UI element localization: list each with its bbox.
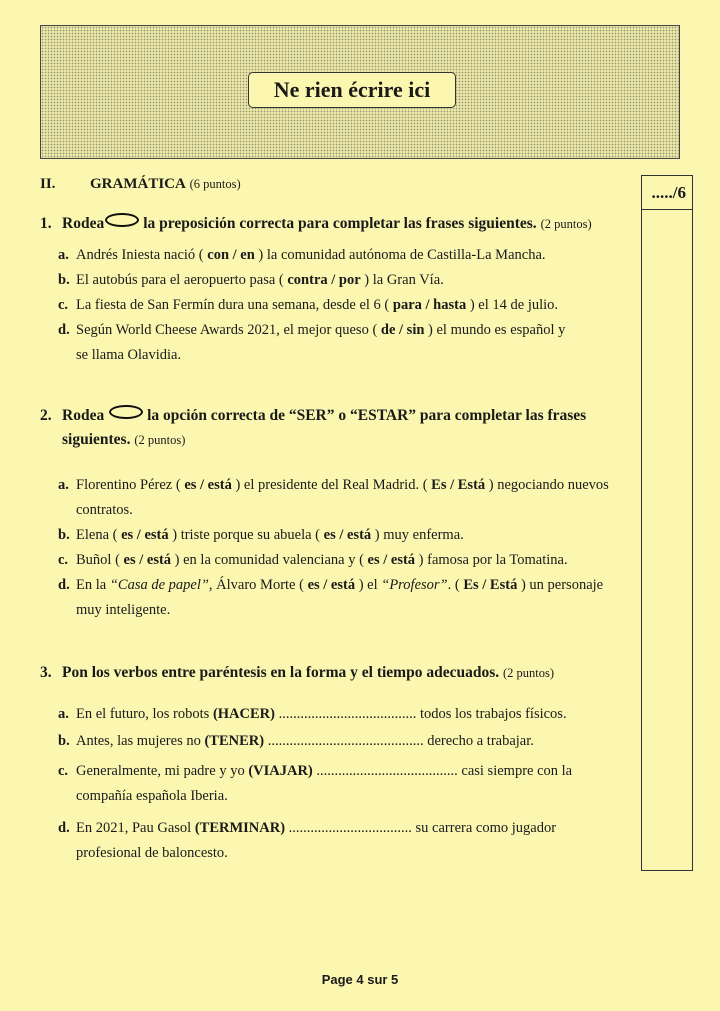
section-number: II. xyxy=(40,176,56,192)
item-verb: (TENER) xyxy=(204,733,265,749)
q3-item-b xyxy=(58,729,638,754)
item-continuation: contratos. xyxy=(76,502,133,518)
item-text: . ( xyxy=(447,577,464,593)
item-text: Antes, las mujeres no xyxy=(76,733,205,749)
question-3-heading xyxy=(40,664,554,682)
item-verb: (HACER) xyxy=(212,706,275,722)
q1-item-d xyxy=(58,318,638,368)
question-instruction-cont: siguientes. xyxy=(62,431,131,448)
circle-icon xyxy=(105,213,139,227)
question-points: (2 puntos) xyxy=(503,666,555,680)
item-title: “Profesor” xyxy=(381,577,448,593)
item-title: “Casa de papel” xyxy=(109,577,209,593)
item-text: Andrés Iniesta nació ( xyxy=(76,247,208,263)
q3-item-a xyxy=(58,702,638,727)
q2-item-a xyxy=(58,473,638,523)
item-options: Es / Está xyxy=(463,577,518,593)
item-text: ) el mundo es español y xyxy=(424,322,566,338)
item-options: contra / por xyxy=(287,272,361,288)
item-letter: a. xyxy=(58,247,69,263)
item-text: ) la comunidad autónoma de Castilla-La Mancha. xyxy=(254,247,546,263)
item-text: , Álvaro Morte ( xyxy=(208,577,308,593)
q1-item-b xyxy=(58,268,638,293)
item-continuation: se llama Olavidia. xyxy=(76,347,182,363)
item-text: ) triste porque su abuela ( xyxy=(168,527,324,543)
item-text: La fiesta de San Fermín dura una semana, desde el 6 ( xyxy=(76,297,393,313)
item-text: ) negociando nuevos xyxy=(485,477,609,493)
question-number: 1. xyxy=(40,215,52,232)
item-text: ) la Gran Vía. xyxy=(360,272,444,288)
item-letter: b. xyxy=(58,272,70,288)
item-text: ) muy enferma. xyxy=(371,527,464,543)
q2-item-d xyxy=(58,573,638,623)
question-2-heading xyxy=(40,405,586,425)
item-letter: b. xyxy=(58,733,70,749)
page-number: Page 4 sur 5 xyxy=(321,972,399,987)
section-score: ...../6 xyxy=(642,176,692,210)
item-text: ) el presidente del Real Madrid. ( xyxy=(231,477,432,493)
item-options: es / está xyxy=(367,552,416,568)
q2-item-c xyxy=(58,548,638,573)
item-text: ) famosa por la Tomatina. xyxy=(415,552,568,568)
score-column xyxy=(641,175,693,871)
item-letter: b. xyxy=(58,527,70,543)
question-number: 2. xyxy=(40,407,52,424)
item-continuation: profesional de baloncesto. xyxy=(76,845,228,861)
answer-blank[interactable]: ...................................... xyxy=(274,706,420,722)
item-options: de / sin xyxy=(380,322,425,338)
q1-item-c xyxy=(58,293,638,318)
question-instruction: la opción correcta de “SER” o “ESTAR” para completar las frases xyxy=(147,407,587,424)
item-options: es / está xyxy=(123,552,172,568)
item-letter: d. xyxy=(58,577,70,593)
item-text: derecho a trabajar. xyxy=(427,733,534,749)
section-name: GRAMÁTICA xyxy=(90,176,186,192)
no-write-label: Ne rien écrire ici xyxy=(248,72,456,108)
item-letter: c. xyxy=(58,552,69,568)
item-letter: d. xyxy=(58,322,70,338)
q1-item-a xyxy=(58,243,638,268)
item-text: Elena ( xyxy=(76,527,122,543)
question-1-heading xyxy=(40,213,592,233)
question-points: (2 puntos) xyxy=(134,433,186,447)
item-text: ) un personaje xyxy=(517,577,604,593)
item-text: ) el xyxy=(355,577,382,593)
item-options: es / está xyxy=(307,577,356,593)
question-2-heading-cont xyxy=(62,431,185,449)
item-letter: c. xyxy=(58,763,69,779)
question-instruction: Pon los verbos entre paréntesis en la forma y el tiempo adecuados. xyxy=(62,664,500,681)
item-options: con / en xyxy=(207,247,255,263)
question-verb: Rodea xyxy=(62,407,105,424)
item-options: Es / Está xyxy=(431,477,486,493)
item-text: Generalmente, mi padre y yo xyxy=(76,763,249,779)
item-options: es / está xyxy=(121,527,169,543)
item-text: En 2021, Pau Gasol xyxy=(76,820,195,836)
q2-item-b xyxy=(58,523,638,548)
item-options: para / hasta xyxy=(392,297,467,313)
item-letter: c. xyxy=(58,297,69,313)
section-title xyxy=(40,176,241,193)
item-letter: a. xyxy=(58,706,69,722)
circle-icon xyxy=(109,405,143,419)
item-text: su carrera como jugador xyxy=(415,820,557,836)
answer-blank[interactable]: ....................................... xyxy=(312,763,462,779)
item-letter: a. xyxy=(58,477,69,493)
item-text: todos los trabajos físicos. xyxy=(419,706,567,722)
item-letter: d. xyxy=(58,820,70,836)
item-text: El autobús para el aeropuerto pasa ( xyxy=(76,272,288,288)
item-text: Según World Cheese Awards 2021, el mejor queso ( xyxy=(76,322,381,338)
question-instruction: la preposición correcta para completar las frases siguientes. xyxy=(143,215,537,232)
answer-blank[interactable]: ........................................... xyxy=(264,733,428,749)
question-points: (2 puntos) xyxy=(540,217,592,231)
question-number: 3. xyxy=(40,664,52,681)
q3-item-d xyxy=(58,816,638,866)
item-options: es / está xyxy=(184,477,232,493)
item-text: ) en la comunidad valenciana y ( xyxy=(171,552,368,568)
item-text: Florentino Pérez ( xyxy=(76,477,185,493)
section-points: (6 puntos) xyxy=(189,177,241,191)
item-text: Buñol ( xyxy=(76,552,124,568)
item-text: En el futuro, los robots xyxy=(76,706,213,722)
item-text: En la xyxy=(76,577,110,593)
item-text: casi siempre con la xyxy=(461,763,573,779)
item-continuation: muy inteligente. xyxy=(76,602,171,618)
item-verb: (VIAJAR) xyxy=(248,763,313,779)
item-verb: (TERMINAR) xyxy=(194,820,286,836)
answer-blank[interactable]: .................................. xyxy=(285,820,416,836)
item-continuation: compañía española Iberia. xyxy=(76,788,228,804)
item-options: es / está xyxy=(323,527,372,543)
question-verb: Rodea xyxy=(62,215,105,232)
item-text: ) el 14 de julio. xyxy=(466,297,559,313)
q3-item-c xyxy=(58,759,638,809)
